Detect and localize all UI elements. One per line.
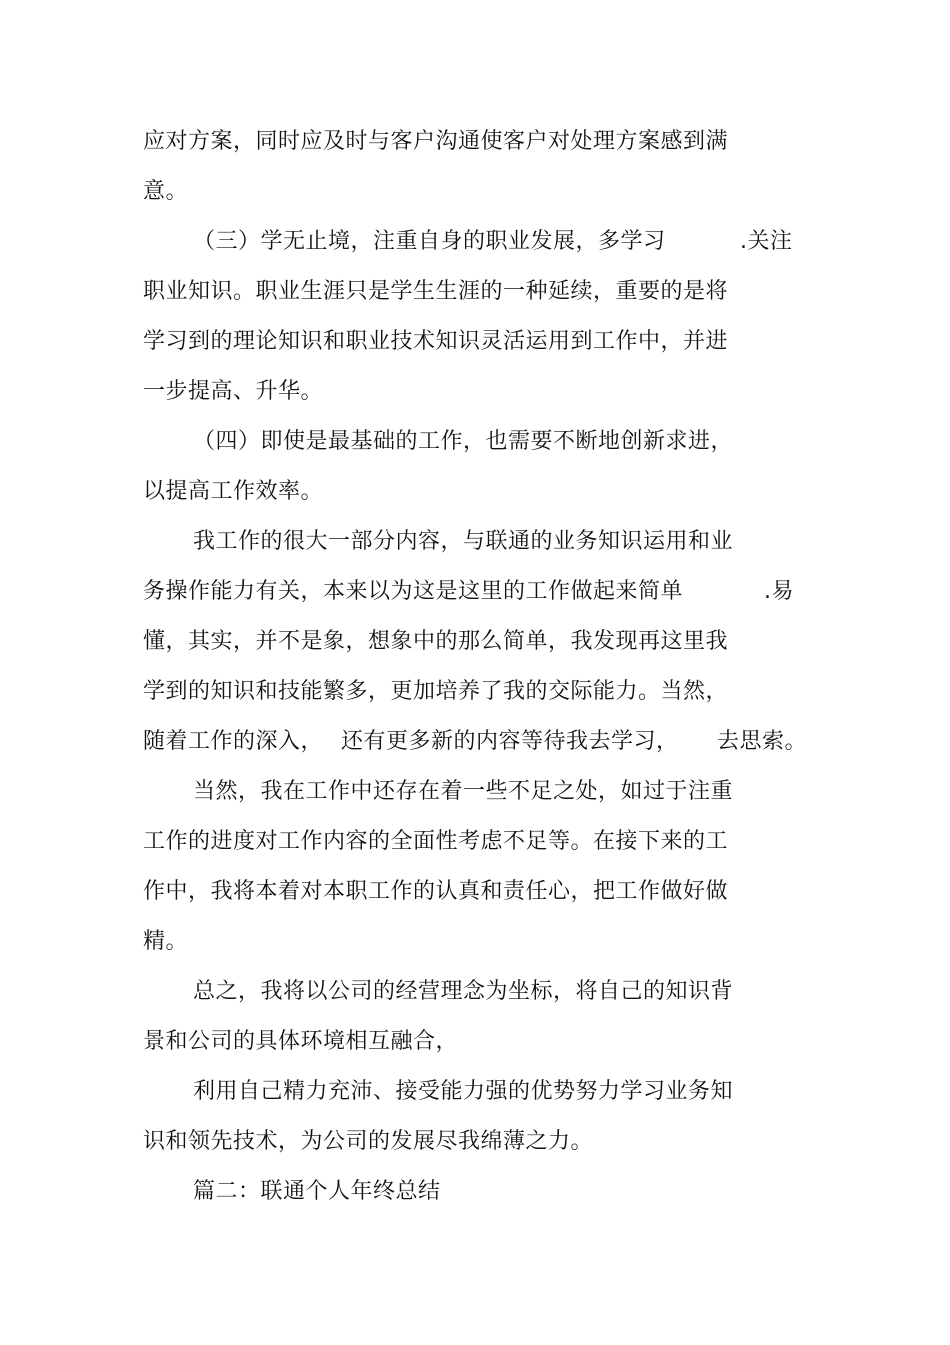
line-9-text: 我工作的很大一部分内容，与联通的业务知识运用和业 — [193, 529, 734, 554]
line-8-text: 以提高工作效率。 — [143, 479, 324, 504]
line-21-text: 识和领先技术，为公司的发展尽我绵薄之力。 — [143, 1129, 594, 1154]
line-15-text: 工作的进度对工作内容的全面性考虑不足等。在接下来的工 — [143, 829, 729, 854]
line-2-text: 意。 — [143, 179, 189, 204]
line-11-text: 懂，其实，并不是象，想象中的那么简单，我发现再这里我 — [143, 629, 729, 654]
line-1-text: 应对方案，同时应及时与客户沟通使客户对处理方案感到满 — [143, 129, 729, 154]
line-13-text-b: 还有更多新的内容等待我去学习， — [341, 729, 679, 754]
section-heading-text: 篇二：联通个人年终总结 — [193, 1179, 441, 1204]
line-7-text: （四）即使是最基础的工作，也需要不断地创新求进， — [193, 429, 734, 454]
line-16-text: 作中，我将本着对本职工作的认真和责任心，把工作做好做 — [143, 879, 729, 904]
line-19-text: 景和公司的具体环境相互融合， — [143, 1029, 459, 1054]
line-20-text: 利用自己精力充沛、接受能力强的优势努力学习业务知 — [193, 1079, 734, 1104]
line-5-text: 学习到的理论知识和职业技术知识灵活运用到工作中，并进 — [143, 329, 729, 354]
line-10-text-b: .易 — [764, 579, 794, 604]
line-14-text: 当然，我在工作中还存在着一些不足之处，如过于注重 — [193, 779, 734, 804]
line-18-text: 总之，我将以公司的经营理念为坐标，将自己的知识背 — [193, 979, 734, 1004]
line-17-text: 精。 — [143, 929, 189, 954]
line-13-text-a: 随着工作的深入， — [143, 729, 324, 754]
line-13-text-c: 去思索。 — [717, 729, 808, 754]
line-10-text-a: 务操作能力有关，本来以为这是这里的工作做起来简单 — [143, 579, 684, 604]
line-12-text: 学到的知识和技能繁多，更加培养了我的交际能力。当然， — [143, 679, 729, 704]
line-3-text-b: .关注 — [740, 229, 793, 254]
line-4-text: 职业知识。职业生涯只是学生生涯的一种延续，重要的是将 — [143, 279, 729, 304]
line-3-text-a: （三）学无止境，注重自身的职业发展，多学习 — [193, 229, 666, 254]
line-6-text: 一步提高、升华。 — [143, 379, 324, 404]
